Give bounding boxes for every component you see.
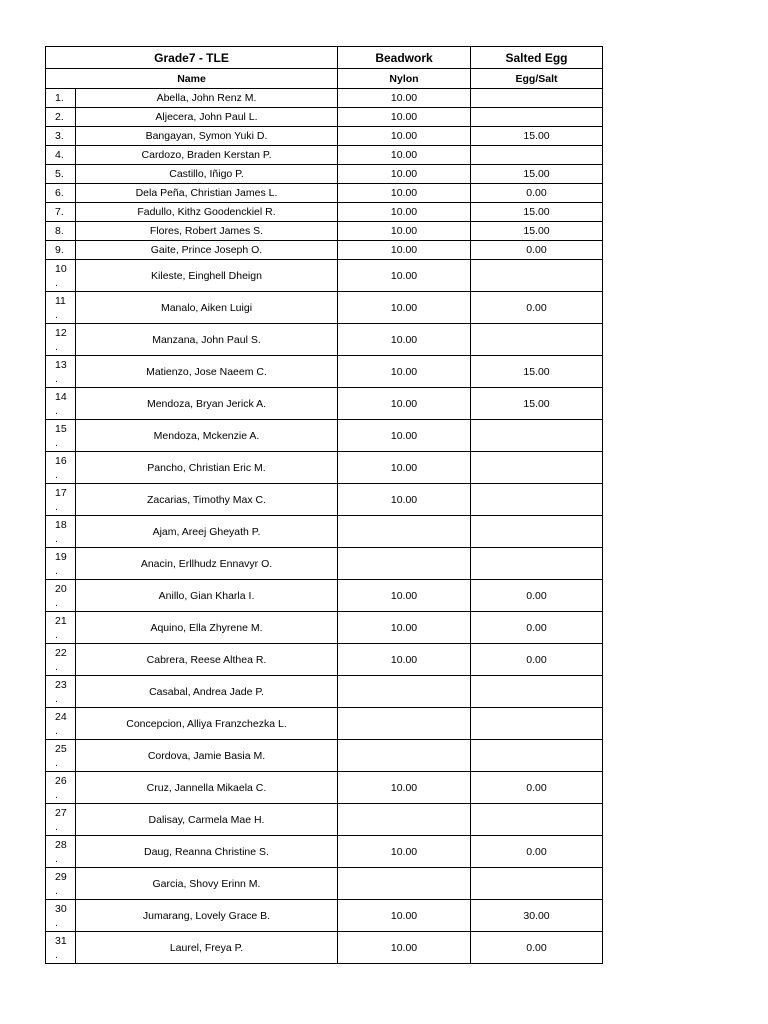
table-row xyxy=(46,516,603,548)
egg-salt-cell xyxy=(471,740,603,772)
egg-salt-cell xyxy=(471,324,603,356)
student-name-cell: Casabal, Andrea Jade P. xyxy=(76,676,338,708)
row-number-dot: . xyxy=(55,756,58,769)
row-number-dot: . xyxy=(55,596,58,609)
row-number-text: 30 xyxy=(55,902,67,915)
row-number-text: 31 xyxy=(55,934,67,947)
table-row xyxy=(46,740,603,772)
nylon-cell: 10.00 xyxy=(338,260,471,292)
row-number xyxy=(46,292,76,324)
nylon-cell xyxy=(338,868,471,900)
egg-salt-cell: 0.00 xyxy=(471,644,603,676)
row-number xyxy=(46,165,76,184)
table-row xyxy=(46,708,603,740)
grade-sheet-table xyxy=(45,46,603,964)
egg-salt-cell xyxy=(471,708,603,740)
row-number-dot: . xyxy=(55,724,58,737)
row-number-dot: . xyxy=(55,308,58,321)
row-number-text: 18 xyxy=(55,518,67,531)
egg-salt-header: Egg/Salt xyxy=(471,69,603,89)
nylon-cell: 10.00 xyxy=(338,203,471,222)
row-number xyxy=(46,708,76,740)
table-row xyxy=(46,420,603,452)
student-name-cell: Kileste, Einghell Dheign xyxy=(76,260,338,292)
row-number-text: 15 xyxy=(55,422,67,435)
nylon-cell: 10.00 xyxy=(338,772,471,804)
table-row xyxy=(46,356,603,388)
table-row xyxy=(46,548,603,580)
student-name-cell: Anacin, Erllhudz Ennavyr O. xyxy=(76,548,338,580)
egg-salt-cell: 15.00 xyxy=(471,222,603,241)
row-number xyxy=(46,868,76,900)
row-number-text: 1. xyxy=(55,92,64,104)
table-row xyxy=(46,484,603,516)
row-number xyxy=(46,324,76,356)
table-row xyxy=(46,108,603,127)
row-number-text: 5. xyxy=(55,168,64,180)
row-number-dot: . xyxy=(55,660,58,673)
egg-salt-cell xyxy=(471,548,603,580)
row-number-text: 27 xyxy=(55,806,67,819)
nylon-cell xyxy=(338,548,471,580)
nylon-cell: 10.00 xyxy=(338,324,471,356)
row-number-text: 26 xyxy=(55,774,67,787)
row-number-dot: . xyxy=(55,820,58,833)
row-number xyxy=(46,89,76,108)
row-number-dot: . xyxy=(55,340,58,353)
student-name-cell: Concepcion, Alliya Franzchezka L. xyxy=(76,708,338,740)
student-name-cell: Dalisay, Carmela Mae H. xyxy=(76,804,338,836)
egg-salt-cell: 15.00 xyxy=(471,203,603,222)
student-name-cell: Mendoza, Bryan Jerick A. xyxy=(76,388,338,420)
student-name-cell: Cordova, Jamie Basia M. xyxy=(76,740,338,772)
row-number xyxy=(46,420,76,452)
egg-salt-cell xyxy=(471,146,603,165)
row-number xyxy=(46,203,76,222)
row-number-dot: . xyxy=(55,532,58,545)
egg-salt-cell: 15.00 xyxy=(471,165,603,184)
nylon-cell: 10.00 xyxy=(338,356,471,388)
nylon-cell: 10.00 xyxy=(338,644,471,676)
egg-salt-cell xyxy=(471,108,603,127)
row-number xyxy=(46,932,76,964)
sheet-title: Grade7 - TLE xyxy=(46,47,338,69)
row-number xyxy=(46,900,76,932)
nylon-cell: 10.00 xyxy=(338,836,471,868)
egg-salt-cell: 0.00 xyxy=(471,932,603,964)
table-row xyxy=(46,260,603,292)
row-number xyxy=(46,484,76,516)
row-number xyxy=(46,580,76,612)
name-header: Name xyxy=(46,69,338,89)
row-number-text: 7. xyxy=(55,206,64,218)
row-number-dot: . xyxy=(55,788,58,801)
student-name-cell: Cabrera, Reese Althea R. xyxy=(76,644,338,676)
row-number-dot: . xyxy=(55,628,58,641)
student-name-cell: Ajam, Areej Gheyath P. xyxy=(76,516,338,548)
row-number xyxy=(46,222,76,241)
row-number-text: 3. xyxy=(55,130,64,142)
row-number xyxy=(46,184,76,203)
row-number-text: 28 xyxy=(55,838,67,851)
row-number xyxy=(46,260,76,292)
student-name-cell: Jumarang, Lovely Grace B. xyxy=(76,900,338,932)
nylon-cell: 10.00 xyxy=(338,292,471,324)
nylon-cell: 10.00 xyxy=(338,127,471,146)
student-name-cell: Pancho, Christian Eric M. xyxy=(76,452,338,484)
nylon-cell: 10.00 xyxy=(338,484,471,516)
egg-salt-cell: 30.00 xyxy=(471,900,603,932)
egg-salt-cell: 15.00 xyxy=(471,127,603,146)
nylon-cell xyxy=(338,804,471,836)
egg-salt-cell xyxy=(471,89,603,108)
row-number-dot: . xyxy=(55,564,58,577)
table-row xyxy=(46,292,603,324)
table-row xyxy=(46,146,603,165)
nylon-cell: 10.00 xyxy=(338,612,471,644)
header-row-top xyxy=(46,47,603,69)
nylon-cell: 10.00 xyxy=(338,222,471,241)
student-name-cell: Manzana, John Paul S. xyxy=(76,324,338,356)
nylon-cell: 10.00 xyxy=(338,241,471,260)
row-number xyxy=(46,241,76,260)
egg-salt-cell xyxy=(471,260,603,292)
nylon-cell: 10.00 xyxy=(338,146,471,165)
table-row xyxy=(46,203,603,222)
row-number-text: 2. xyxy=(55,111,64,123)
student-name-cell: Dela Peña, Christian James L. xyxy=(76,184,338,203)
egg-salt-cell: 0.00 xyxy=(471,241,603,260)
egg-salt-cell: 0.00 xyxy=(471,292,603,324)
nylon-header: Nylon xyxy=(338,69,471,89)
row-number-text: 21 xyxy=(55,614,67,627)
row-number xyxy=(46,127,76,146)
student-name-cell: Manalo, Aiken Luigi xyxy=(76,292,338,324)
egg-salt-cell: 0.00 xyxy=(471,612,603,644)
table-row xyxy=(46,452,603,484)
nylon-cell xyxy=(338,740,471,772)
nylon-cell: 10.00 xyxy=(338,108,471,127)
egg-salt-cell xyxy=(471,804,603,836)
egg-salt-cell: 0.00 xyxy=(471,184,603,203)
student-name-cell: Mendoza, Mckenzie A. xyxy=(76,420,338,452)
table-row xyxy=(46,89,603,108)
table-row xyxy=(46,241,603,260)
table-row xyxy=(46,388,603,420)
row-number-text: 10 xyxy=(55,262,67,275)
row-number xyxy=(46,836,76,868)
student-name-cell: Aquino, Ella Zhyrene M. xyxy=(76,612,338,644)
row-number-text: 16 xyxy=(55,454,67,467)
row-number xyxy=(46,108,76,127)
row-number-dot: . xyxy=(55,692,58,705)
egg-salt-cell: 0.00 xyxy=(471,772,603,804)
student-name-cell: Castillo, Iñigo P. xyxy=(76,165,338,184)
row-number-text: 25 xyxy=(55,742,67,755)
row-number-dot: . xyxy=(55,372,58,385)
row-number xyxy=(46,612,76,644)
nylon-cell: 10.00 xyxy=(338,900,471,932)
row-number-text: 13 xyxy=(55,358,67,371)
nylon-cell: 10.00 xyxy=(338,165,471,184)
row-number xyxy=(46,548,76,580)
student-name-cell: Laurel, Freya P. xyxy=(76,932,338,964)
nylon-cell: 10.00 xyxy=(338,388,471,420)
row-number-dot: . xyxy=(55,916,58,929)
row-number xyxy=(46,772,76,804)
row-number-text: 4. xyxy=(55,149,64,161)
nylon-cell: 10.00 xyxy=(338,89,471,108)
student-name-cell: Garcia, Shovy Erinn M. xyxy=(76,868,338,900)
table-row xyxy=(46,184,603,203)
student-name-cell: Matienzo, Jose Naeem C. xyxy=(76,356,338,388)
student-name-cell: Flores, Robert James S. xyxy=(76,222,338,241)
nylon-cell: 10.00 xyxy=(338,580,471,612)
nylon-cell xyxy=(338,516,471,548)
row-number-text: 12 xyxy=(55,326,67,339)
table-row xyxy=(46,836,603,868)
row-number xyxy=(46,740,76,772)
table-row xyxy=(46,127,603,146)
row-number-text: 20 xyxy=(55,582,67,595)
egg-salt-cell: 15.00 xyxy=(471,356,603,388)
row-number-dot: . xyxy=(55,436,58,449)
egg-salt-cell: 15.00 xyxy=(471,388,603,420)
egg-salt-cell xyxy=(471,484,603,516)
row-number-text: 19 xyxy=(55,550,67,563)
student-name-cell: Cardozo, Braden Kerstan P. xyxy=(76,146,338,165)
egg-salt-cell xyxy=(471,868,603,900)
row-number xyxy=(46,644,76,676)
table-row xyxy=(46,165,603,184)
table-row xyxy=(46,324,603,356)
row-number-dot: . xyxy=(55,468,58,481)
student-name-cell: Anillo, Gian Kharla I. xyxy=(76,580,338,612)
row-number xyxy=(46,356,76,388)
student-name-cell: Abella, John Renz M. xyxy=(76,89,338,108)
egg-salt-cell xyxy=(471,420,603,452)
table-row xyxy=(46,612,603,644)
row-number-dot: . xyxy=(55,276,58,289)
egg-salt-cell: 0.00 xyxy=(471,836,603,868)
row-number xyxy=(46,146,76,165)
salted-egg-header: Salted Egg xyxy=(471,47,603,69)
row-number-text: 14 xyxy=(55,390,67,403)
egg-salt-cell: 0.00 xyxy=(471,580,603,612)
student-name-cell: Zacarias, Timothy Max C. xyxy=(76,484,338,516)
table-row xyxy=(46,868,603,900)
row-number xyxy=(46,516,76,548)
row-number-text: 8. xyxy=(55,225,64,237)
table-row xyxy=(46,580,603,612)
row-number xyxy=(46,388,76,420)
row-number-text: 24 xyxy=(55,710,67,723)
row-number-dot: . xyxy=(55,500,58,513)
nylon-cell: 10.00 xyxy=(338,452,471,484)
row-number-dot: . xyxy=(55,852,58,865)
row-number-dot: . xyxy=(55,884,58,897)
nylon-cell: 10.00 xyxy=(338,932,471,964)
row-number-text: 9. xyxy=(55,244,64,256)
row-number-text: 29 xyxy=(55,870,67,883)
row-number xyxy=(46,676,76,708)
nylon-cell: 10.00 xyxy=(338,184,471,203)
student-name-cell: Gaite, Prince Joseph O. xyxy=(76,241,338,260)
student-name-cell: Bangayan, Symon Yuki D. xyxy=(76,127,338,146)
student-name-cell: Cruz, Jannella Mikaela C. xyxy=(76,772,338,804)
student-name-cell: Fadullo, Kithz Goodenckiel R. xyxy=(76,203,338,222)
student-name-cell: Daug, Reanna Christine S. xyxy=(76,836,338,868)
table-row xyxy=(46,772,603,804)
beadwork-header: Beadwork xyxy=(338,47,471,69)
header-row-sub xyxy=(46,69,603,89)
row-number-text: 17 xyxy=(55,486,67,499)
grade-sheet-body xyxy=(46,47,603,964)
nylon-cell: 10.00 xyxy=(338,420,471,452)
row-number-text: 6. xyxy=(55,187,64,199)
nylon-cell xyxy=(338,676,471,708)
table-row xyxy=(46,676,603,708)
nylon-cell xyxy=(338,708,471,740)
egg-salt-cell xyxy=(471,676,603,708)
row-number-text: 23 xyxy=(55,678,67,691)
table-row xyxy=(46,804,603,836)
student-name-cell: Aljecera, John Paul L. xyxy=(76,108,338,127)
egg-salt-cell xyxy=(471,516,603,548)
table-row xyxy=(46,932,603,964)
row-number-text: 22 xyxy=(55,646,67,659)
table-row xyxy=(46,644,603,676)
row-number-dot: . xyxy=(55,948,58,961)
row-number xyxy=(46,452,76,484)
row-number xyxy=(46,804,76,836)
table-row xyxy=(46,222,603,241)
table-row xyxy=(46,900,603,932)
egg-salt-cell xyxy=(471,452,603,484)
row-number-dot: . xyxy=(55,404,58,417)
row-number-text: 11 xyxy=(55,294,66,307)
